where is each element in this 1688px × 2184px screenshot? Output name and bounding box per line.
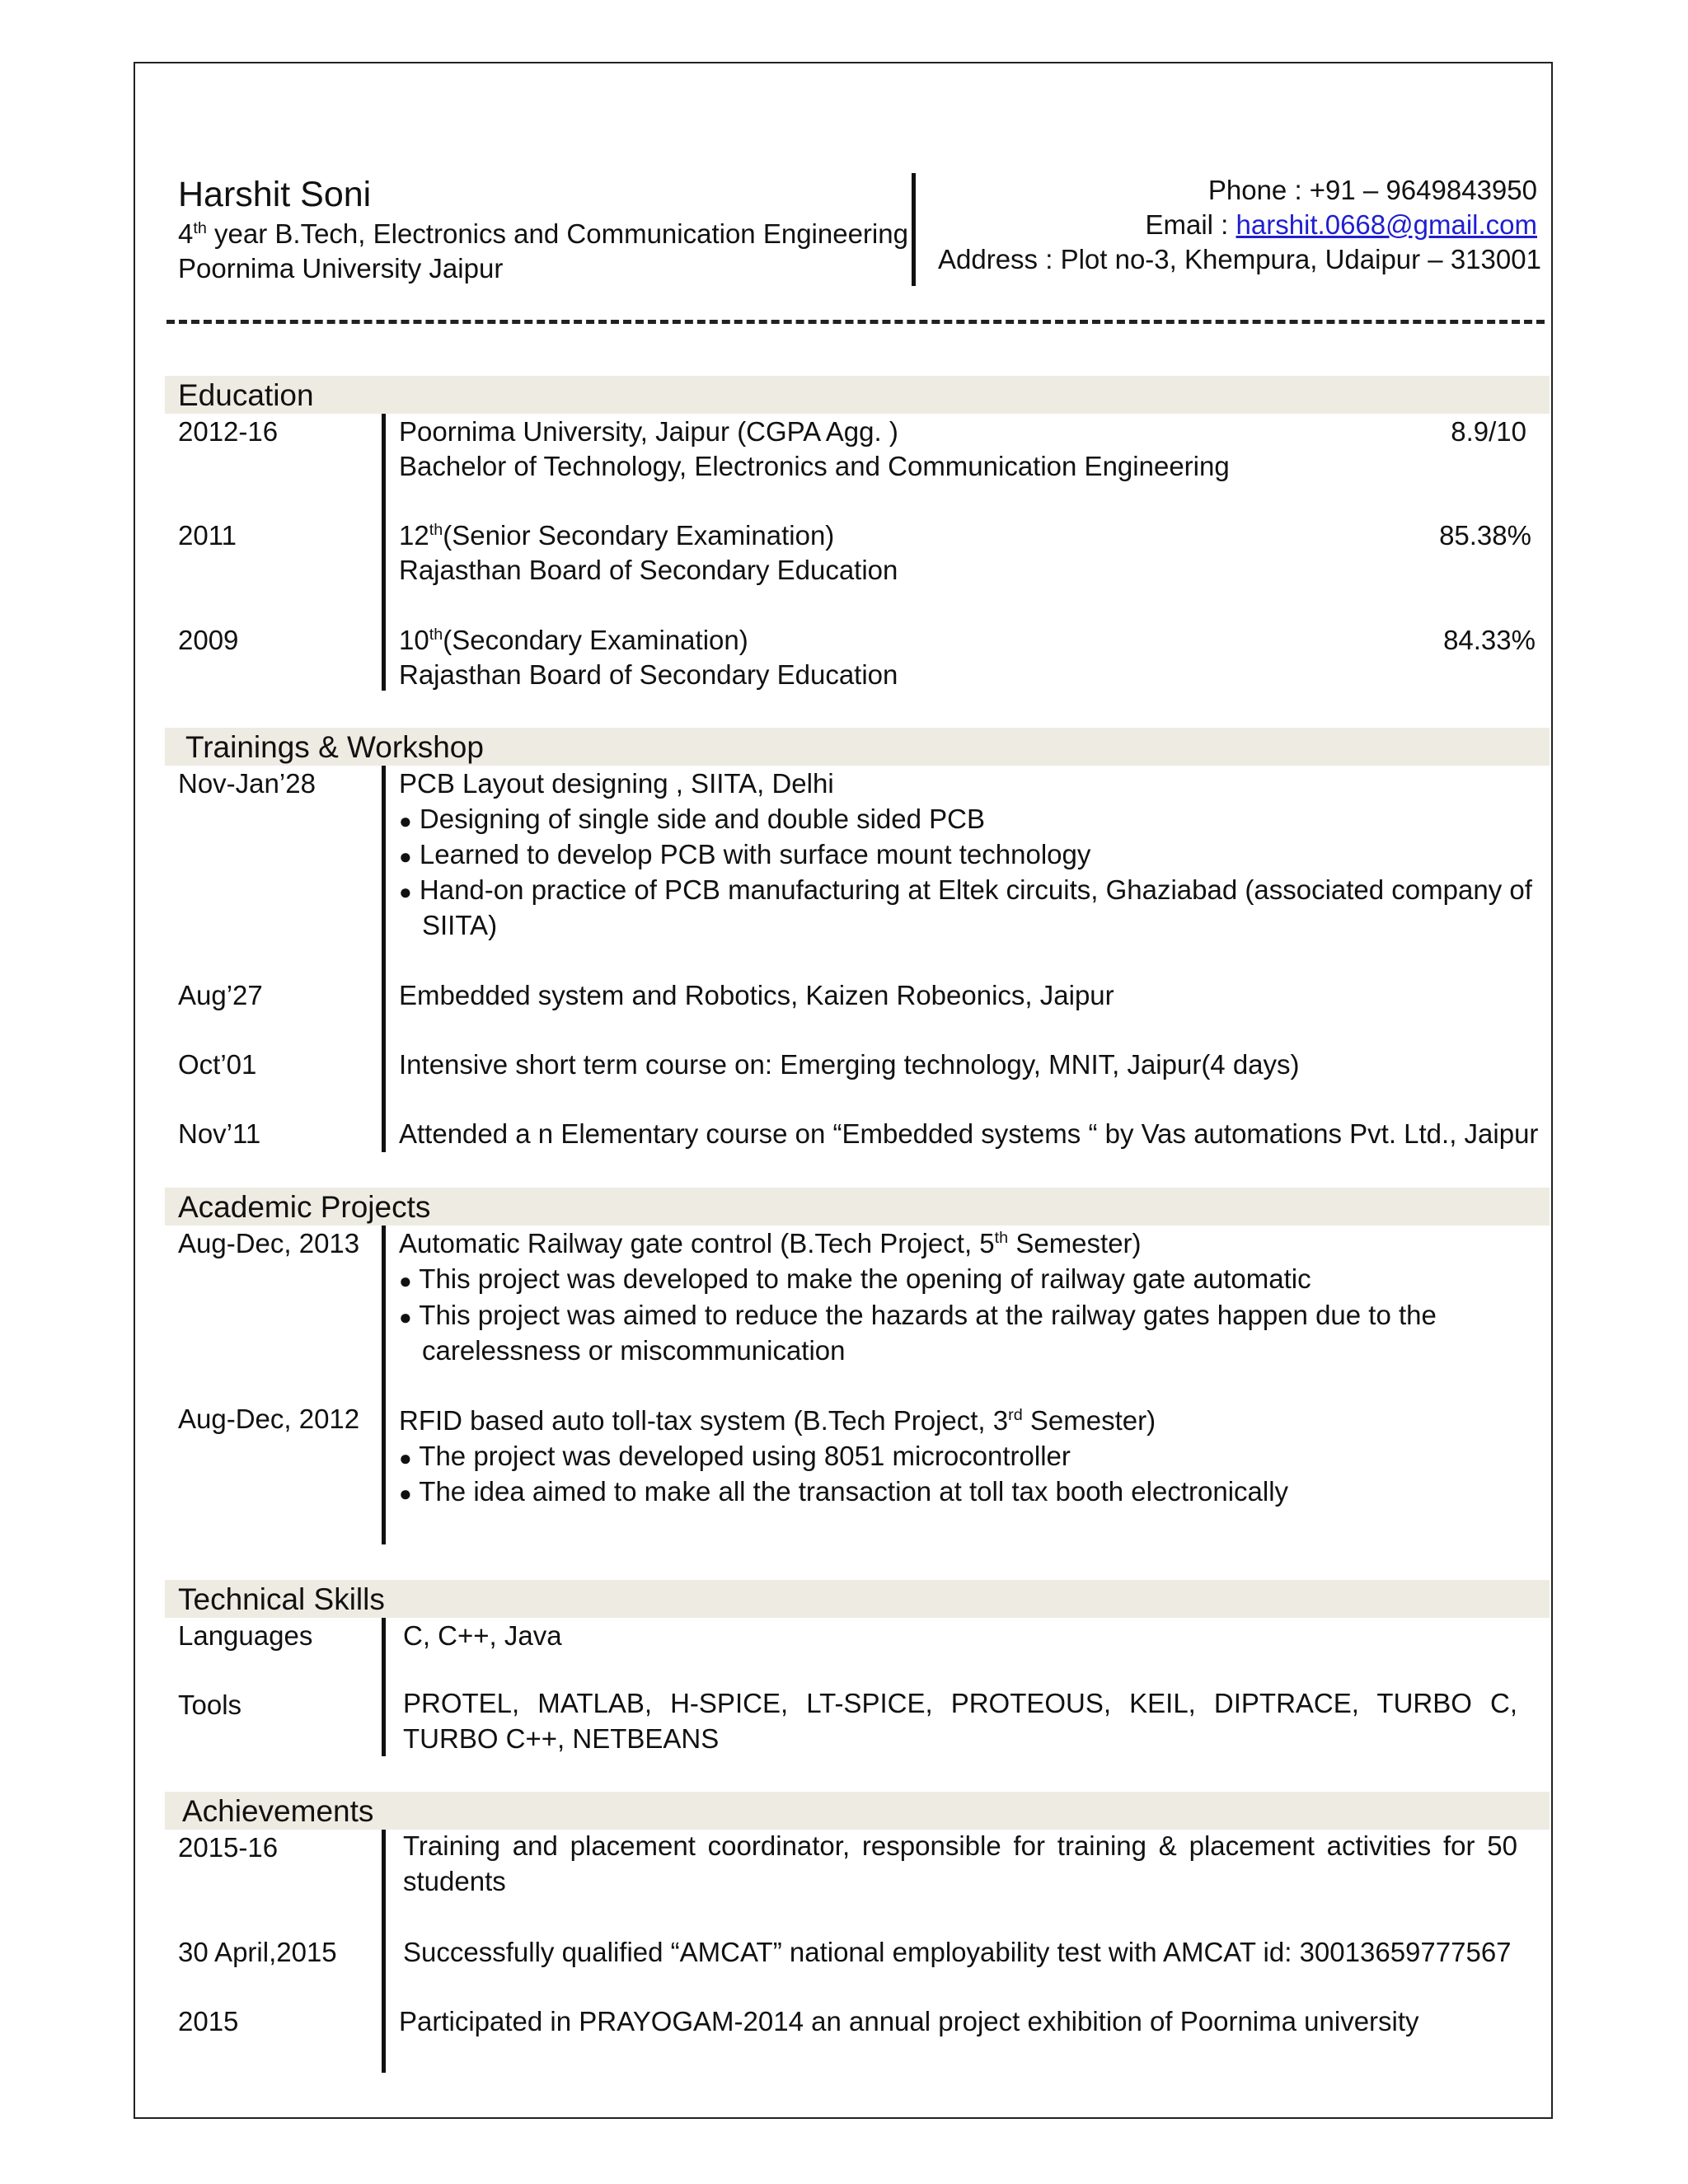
skills-timeline-line bbox=[382, 1618, 386, 1756]
project-title: Automatic Railway gate control (B.Tech Project, 5th Semester) bbox=[399, 1228, 1142, 1258]
section-heading-education: Education bbox=[178, 378, 314, 412]
training-date: Nov’11 bbox=[178, 1118, 261, 1149]
achievements-timeline-line bbox=[382, 1830, 386, 2073]
list-item-continuation: SIITA) bbox=[422, 910, 498, 940]
section-band-achievements bbox=[165, 1792, 1550, 1830]
education-year: 2011 bbox=[178, 520, 237, 551]
education-board: Rajasthan Board of Secondary Education bbox=[399, 659, 898, 690]
email-link[interactable]: harshit.0668@gmail.com bbox=[1236, 209, 1537, 240]
education-score: 8.9/10 bbox=[1451, 416, 1526, 447]
list-item: ● The project was developed using 8051 microcontroller bbox=[399, 1441, 1071, 1471]
list-item: ● This project was aimed to reduce the hazards at the railway gates happen due to the bbox=[399, 1300, 1437, 1330]
project-date: Aug-Dec, 2012 bbox=[178, 1404, 360, 1434]
achievement-text: Training and placement coordinator, responsible for training & placement activities for 50 students bbox=[403, 1830, 1517, 1896]
achievement-text: Successfully qualified “AMCAT” national employability test with AMCAT id: 30013659777567 bbox=[403, 1937, 1512, 1967]
skill-label: Languages bbox=[178, 1620, 313, 1651]
skill-label: Tools bbox=[178, 1690, 242, 1720]
training-title: Attended a n Elementary course on “Embedded systems “ by Vas automations Pvt. Ltd., Jaipur bbox=[399, 1118, 1539, 1149]
list-item: ● Hand-on practice of PCB manufacturing at Eltek circuits, Ghaziabad (associated company of bbox=[399, 874, 1532, 905]
section-band-trainings bbox=[165, 728, 1550, 766]
education-score: 84.33% bbox=[1443, 625, 1536, 655]
achievement-date: 30 April,2015 bbox=[178, 1937, 337, 1967]
education-exam: 12th(Senior Secondary Examination) bbox=[399, 520, 835, 551]
education-timeline-line bbox=[382, 414, 386, 691]
project-date: Aug-Dec, 2013 bbox=[178, 1228, 360, 1258]
achievement-text: Participated in PRAYOGAM-2014 an annual project exhibition of Poornima university bbox=[399, 2006, 1419, 2036]
list-item: ● This project was developed to make the opening of railway gate automatic bbox=[399, 1263, 1311, 1294]
skill-value: C, C++, Java bbox=[403, 1620, 562, 1651]
project-title: RFID based auto toll-tax system (B.Tech Project, 3rd Semester) bbox=[399, 1405, 1156, 1436]
projects-timeline-line bbox=[382, 1226, 386, 1544]
list-item: ● Designing of single side and double sided PCB bbox=[399, 804, 986, 834]
trainings-timeline-line bbox=[382, 766, 386, 1152]
address-text: Address : Plot no-3, Khempura, Udaipur – 313001 bbox=[938, 244, 1541, 274]
section-heading-projects: Academic Projects bbox=[178, 1190, 431, 1224]
list-item-continuation: carelessness or miscommunication bbox=[422, 1335, 846, 1366]
section-band-education bbox=[165, 376, 1550, 414]
degree-line: 4th year B.Tech, Electronics and Communication Engineering bbox=[178, 218, 908, 249]
education-school: Poornima University, Jaipur (CGPA Agg. ) bbox=[399, 416, 898, 447]
list-item: ● Learned to develop PCB with surface mount technology bbox=[399, 839, 1091, 869]
header-divider bbox=[912, 173, 916, 286]
skill-value: PROTEL, MATLAB, H-SPICE, LT-SPICE, PROTEOUS, KEIL, DIPTRACE, TURBO C, TURBO C++, NETBEANS bbox=[403, 1688, 1517, 1754]
training-date: Aug’27 bbox=[178, 980, 263, 1010]
education-board: Rajasthan Board of Secondary Education bbox=[399, 555, 898, 585]
education-score: 85.38% bbox=[1439, 520, 1531, 551]
training-title: Embedded system and Robotics, Kaizen Robeonics, Jaipur bbox=[399, 980, 1114, 1010]
education-exam: 10th(Secondary Examination) bbox=[399, 625, 748, 655]
achievement-date: 2015 bbox=[178, 2006, 239, 2036]
training-title: PCB Layout designing , SIITA, Delhi bbox=[399, 768, 834, 799]
training-date: Nov-Jan’28 bbox=[178, 768, 316, 799]
email-line: Email : harshit.0668@gmail.com bbox=[1145, 209, 1537, 240]
candidate-name: Harshit Soni bbox=[178, 175, 372, 214]
training-title: Intensive short term course on: Emerging technology, MNIT, Jaipur(4 days) bbox=[399, 1049, 1300, 1080]
phone-text: Phone : +91 – 9649843950 bbox=[1207, 175, 1537, 205]
education-year: 2009 bbox=[178, 625, 239, 655]
header-separator bbox=[166, 320, 1545, 324]
university-line: Poornima University Jaipur bbox=[178, 253, 504, 284]
training-date: Oct’01 bbox=[178, 1049, 257, 1080]
achievement-date: 2015-16 bbox=[178, 1832, 279, 1863]
section-heading-achievements: Achievements bbox=[182, 1794, 374, 1828]
section-heading-skills: Technical Skills bbox=[178, 1582, 385, 1616]
education-year: 2012-16 bbox=[178, 416, 279, 447]
list-item: ● The idea aimed to make all the transaction at toll tax booth electronically bbox=[399, 1476, 1289, 1507]
education-degree: Bachelor of Technology, Electronics and Communication Engineering bbox=[399, 451, 1230, 481]
section-heading-trainings: Trainings & Workshop bbox=[185, 730, 484, 764]
section-band-skills bbox=[165, 1580, 1550, 1618]
section-band-projects bbox=[165, 1188, 1550, 1226]
